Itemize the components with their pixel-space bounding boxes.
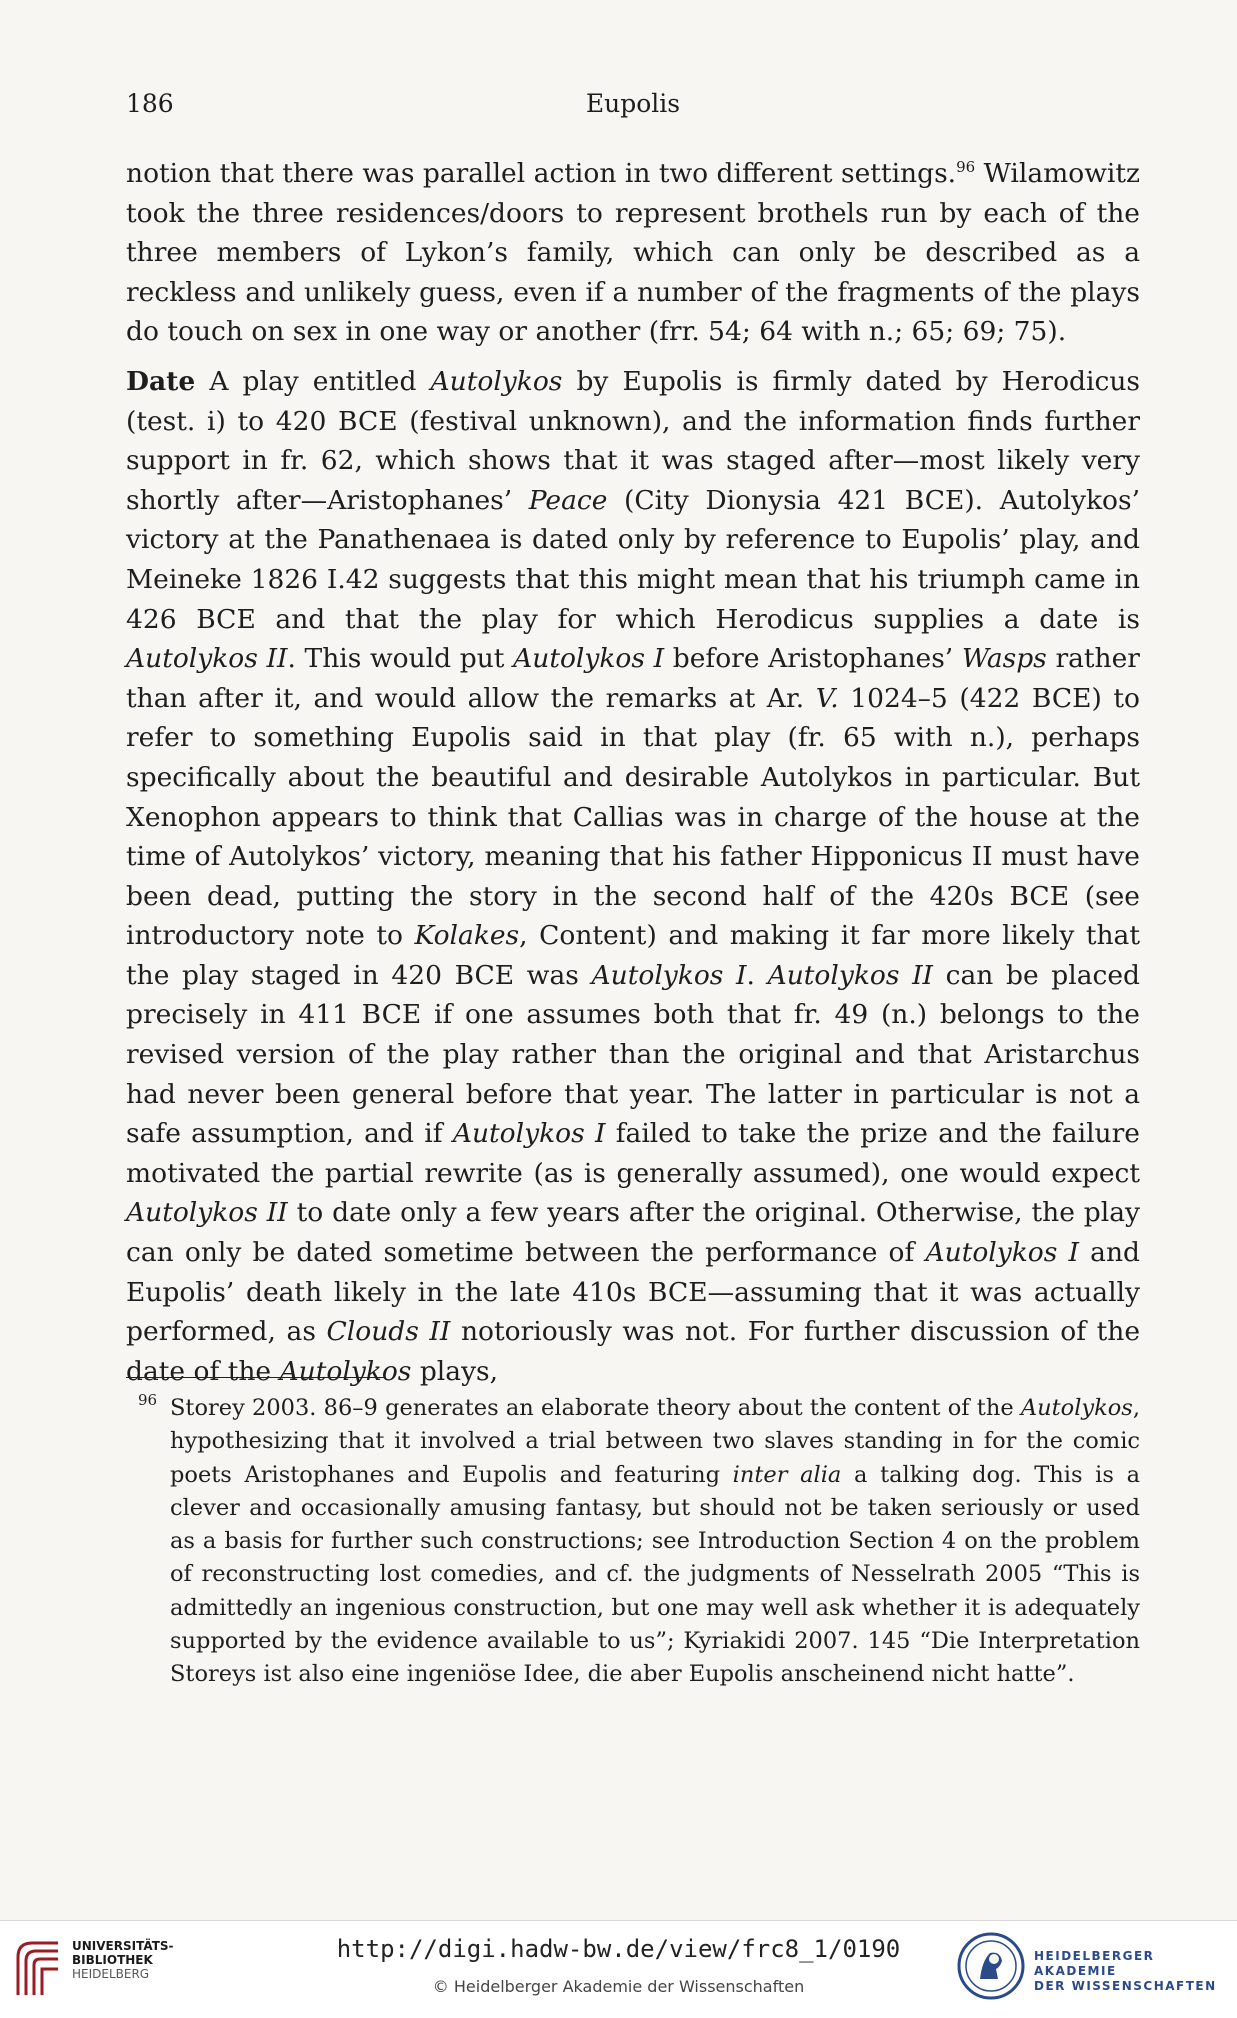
text-span: . This would put (287, 643, 514, 675)
paragraph-date (126, 362, 1140, 1391)
main-text (126, 154, 1140, 1391)
text-span: before Aristophanes’ (664, 643, 962, 675)
italic-title: Autolykos (430, 365, 563, 397)
italic-title: Autolykos II (126, 643, 288, 675)
italic-title: Clouds II (326, 1316, 451, 1348)
text-span: a talking dog. This is a clever and occasionally amusing fantasy, but should not be taken seriously or used as a basis for further such constructions; see Introduction Section 4 on the problem of reconstructing lost comedies, and cf. the judgments of Nesselrath 2005 “This is admittedly an ingenious construction, but one may well ask whether it is adequately supported by the evidence available to us”; Kyriakidi 2007. 145 “Die Interpretation Storeys ist also eine ingeniöse Idee, die aber Eupolis anscheinend nicht hatte”. (170, 1461, 1140, 1688)
text-span: notoriously was not. For further discussion of the date of the (126, 1316, 1140, 1387)
italic-title: Autolykos (279, 1355, 412, 1387)
italic-title: Autolykos (1020, 1395, 1133, 1421)
text-span: notion that there was parallel action in two different settings. (126, 158, 957, 189)
page-number: 186 (126, 89, 174, 118)
text-span: , hypothesizing that it involved a trial between two slaves standing in for the comic poets Aristophanes and Eupolis and featuring (170, 1395, 1140, 1488)
text-span: failed to take the prize and the failure motivated the partial rewrite (as is generally assumed), one would expect (126, 1118, 1140, 1189)
haw-seal-logo-icon[interactable] (956, 1931, 1026, 2001)
text-span: can be placed precisely in 411 BCE if one assumes both that fr. 49 (n.) belongs to the revised version of the play rather than the original and that Aristarchus had never been general before that year. The latter in particular is not a safe assumption, and if (126, 959, 1140, 1150)
footnote-separator (126, 1377, 384, 1378)
italic-title: Autolykos I (591, 959, 747, 991)
haw-line-1: HEIDELBERGER AKADEMIE (1034, 1949, 1155, 1978)
ub-line-3: HEIDELBERG (72, 1967, 150, 1981)
text-span: to date only a few years after the original. Otherwise, the play can only be dated sometime between the performance of (126, 1197, 1140, 1269)
text-span: 1024–5 (422 BCE) to refer to something Eupolis said in that play (fr. 65 with n.), perhaps specifically about the beautiful and desirable Autolykos in particular. But Xenophon appears to think that Callias was in charge of the house at the time of Autolykos’ victory, meaning that his father Hipponicus II must have been dead, putting the story in the second half of the 420s BCE (see introductory note to (126, 682, 1140, 952)
italic-title: Wasps (961, 643, 1047, 675)
text-span: . (746, 959, 768, 991)
italic-title: Autolykos I (925, 1237, 1079, 1269)
text-span: rather than after it, and would allow the remarks at Ar. (126, 643, 1140, 714)
italic-title: Autolykos I (513, 643, 665, 675)
italic-phrase: inter alia (732, 1461, 842, 1488)
permalink-url[interactable]: http://digi.hadw-bw.de/view/frc8_1/0190 (336, 1935, 901, 1963)
italic-title: Autolykos II (767, 959, 933, 991)
running-head: Eupolis (585, 89, 681, 118)
page-header (126, 84, 1140, 124)
text-span: and Eupolis’ death likely in the late 410s BCE—assuming that it was actually performed, as (126, 1237, 1140, 1348)
text-span: A play entitled (195, 365, 431, 397)
haw-wordmark (1034, 1949, 1237, 1994)
italic-title: V. (815, 682, 839, 714)
footnote-96 (126, 1392, 1140, 1692)
footnote-number: 96 (138, 1391, 158, 1409)
text-span: Wilamowitz took the three residences/doors to represent brothels run by each of the three members of Lykon’s family, which can only be described as a reckless and unlikely guess, even if a number of the fragments of the plays do touch on sex in one way or another (frr. 54; 64 with n.; 65; 69; 75). (126, 158, 1141, 348)
text-span: Storey 2003. 86–9 generates an elaborate theory about the content of the (170, 1395, 1021, 1421)
paragraph-setting (126, 154, 1140, 352)
digitization-footer (0, 1920, 1237, 2018)
copyright-notice: © Heidelberger Akademie der Wissenschaften (432, 1977, 805, 1996)
text-span: by Eupolis is firmly dated by Herodicus (test. i) to 420 BCE (festival unknown), and the information finds further support in fr. 62, which shows that it was staged after—most likely very shortly after—Aristophanes’ (126, 365, 1140, 516)
section-heading-date: Date (126, 365, 196, 397)
ub-line-1: UNIVERSITÄTS- (72, 1939, 174, 1953)
text-span: , Content) and making it far more likely that the play staged in 420 BCE was (126, 920, 1141, 991)
footnote-reference: 96 (956, 158, 976, 177)
footnote-text (170, 1392, 1140, 1692)
italic-title: Peace (528, 484, 608, 516)
italic-title: Autolykos II (126, 1197, 288, 1229)
text-span: (City Dionysia 421 BCE). Autolykos’ victory at the Panathenaea is dated only by reference to Eupolis’ play, and Meineke 1826 I.42 suggests that this might mean that his triumph came in 426 BCE and that the play for which Herodicus supplies a date is (126, 484, 1140, 635)
haw-line-2: DER WISSENSCHAFTEN (1034, 1979, 1217, 1993)
ub-line-2: BIBLIOTHEK (72, 1953, 153, 1967)
text-span: plays, (411, 1355, 499, 1387)
italic-title: Autolykos I (452, 1118, 606, 1150)
italic-title: Kolakes (414, 920, 520, 952)
